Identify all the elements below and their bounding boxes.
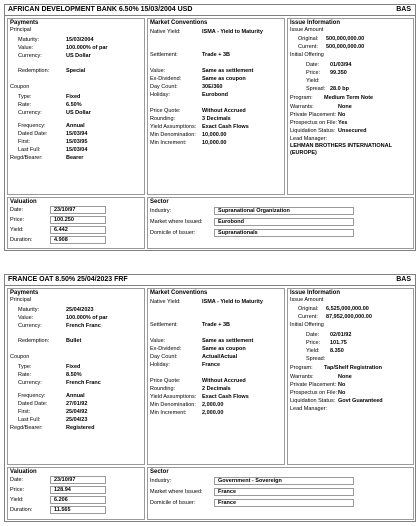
offering-price-label: Price:: [306, 340, 321, 346]
valuation-date-label: Date:: [10, 207, 24, 213]
min-increment-label: Min Increment:: [150, 140, 187, 146]
regd-bearer-value: Registered: [66, 425, 95, 431]
prospectus-label: Prospectus on File:: [290, 120, 338, 126]
private-placement-value: No: [338, 112, 346, 118]
min-denomination-label: Min Denomination:: [150, 132, 196, 138]
dated-date-label: Dated Date:: [18, 131, 48, 137]
rounding-value: 3 Decimals: [202, 116, 231, 122]
settlement-label: Settlement:: [150, 52, 178, 58]
original-label: Original:: [298, 306, 319, 312]
value-label: Value:: [18, 45, 34, 51]
maturity-value: 25/04/2023: [66, 307, 94, 313]
prospectus-value: Yes: [338, 120, 348, 126]
type-label: Type:: [18, 364, 32, 370]
warrants-label: Warrants:: [290, 374, 314, 380]
section-title: Valuation: [10, 469, 37, 475]
issue-amount-heading: Issue Amount: [290, 297, 324, 303]
valuation-yield-label: Yield:: [10, 227, 24, 233]
ex-dividend-value: Same as coupon: [202, 346, 246, 352]
program-label: Program:: [290, 95, 313, 101]
warrants-label: Warrants:: [290, 104, 314, 110]
last-full-value: 15/03/04: [66, 147, 88, 153]
section-title: Payments: [10, 290, 39, 296]
private-placement-label: Private Placement:: [290, 112, 337, 118]
holiday-label: Holiday:: [150, 92, 170, 98]
current-value: 87,952,000,000.00: [326, 314, 372, 320]
domicile-field[interactable]: Supranationals: [214, 229, 354, 237]
value-label: Value:: [18, 315, 34, 321]
section-title: Sector: [150, 469, 169, 475]
value-value: 100.000% of par: [66, 315, 108, 321]
valuation-price-field[interactable]: 128.94: [50, 486, 106, 494]
coupon-heading: Coupon: [10, 84, 30, 90]
day-count-label: Day Count:: [150, 84, 178, 90]
market-conventions-section: [147, 288, 285, 465]
min-denomination-label: Min Denomination:: [150, 402, 196, 408]
redemption-label: Redemption:: [18, 338, 50, 344]
redemption-value: Special: [66, 68, 86, 74]
valuation-yield-field[interactable]: 6.442: [50, 226, 106, 234]
native-yield-label: Native Yield:: [150, 299, 181, 305]
market-issued-field[interactable]: Eurobond: [214, 218, 354, 226]
sector-section: [147, 197, 414, 249]
day-count-value: Actual/Actual: [202, 354, 238, 360]
type-value: Fixed: [66, 364, 81, 370]
offering-price-value: 101.75: [330, 340, 347, 346]
original-value: 6,525,000,000.00: [326, 306, 369, 312]
last-full-label: Last Full:: [18, 147, 41, 153]
rate-value: 8.50%: [66, 372, 82, 378]
rate-label: Rate:: [18, 372, 32, 378]
min-denomination-value: 10,000.00: [202, 132, 227, 138]
currency-label: Currency:: [18, 53, 42, 59]
panel-title: FRANCE OAT 8.50% 25/04/2023 FRF: [8, 276, 128, 283]
yield-assumptions-label: Yield Assumptions:: [150, 394, 197, 400]
domicile-label: Domicile of Issuer:: [150, 500, 196, 506]
maturity-label: Maturity:: [18, 307, 40, 313]
sector-section: [147, 467, 414, 520]
panel-code: BAS: [396, 6, 411, 13]
valuation-section: [7, 467, 145, 520]
original-value: 500,000,000.00: [326, 36, 365, 42]
section-title: Sector: [150, 199, 169, 205]
prospectus-value: No: [338, 390, 346, 396]
current-label: Current:: [298, 44, 318, 50]
offering-date-value: 02/01/92: [330, 332, 352, 338]
valuation-date-label: Date:: [10, 477, 24, 483]
frequency-label: Frequency:: [18, 123, 46, 129]
rounding-label: Rounding:: [150, 386, 176, 392]
offering-yield-value: 8.350: [330, 348, 344, 354]
type-value: Fixed: [66, 94, 81, 100]
warrants-value: None: [338, 104, 352, 110]
holiday-value: Eurobond: [202, 92, 228, 98]
currency-label: Currency:: [18, 323, 42, 329]
offering-date-label: Date:: [306, 332, 320, 338]
initial-offering-heading: Initial Offering: [290, 322, 324, 328]
min-increment-label: Min Increment:: [150, 410, 187, 416]
settlement-label: Settlement:: [150, 322, 178, 328]
first-value: 25/04/92: [66, 409, 88, 415]
rounding-label: Rounding:: [150, 116, 176, 122]
principal-heading: Principal: [10, 297, 32, 303]
ex-dividend-label: Ex-Dividend:: [150, 76, 182, 82]
maturity-value: 15/03/2004: [66, 37, 94, 43]
rounding-value: 2 Decimals: [202, 386, 231, 392]
yield-assumptions-label: Yield Assumptions:: [150, 124, 197, 130]
coupon-currency-label: Currency:: [18, 380, 42, 386]
issue-information-section: [287, 288, 414, 465]
private-placement-value: No: [338, 382, 346, 388]
settlement-value: Trade + 3B: [202, 322, 230, 328]
regd-bearer-value: Bearer: [66, 155, 84, 161]
coupon-currency-value: French Franc: [66, 380, 101, 386]
value-date-label: Value:: [150, 68, 166, 74]
frequency-value: Annual: [66, 123, 85, 129]
redemption-value: Bullet: [66, 338, 82, 344]
private-placement-label: Private Placement:: [290, 382, 337, 388]
liquidation-status-label: Liquidation Status:: [290, 128, 336, 134]
valuation-price-label: Price:: [10, 487, 25, 493]
industry-field[interactable]: Supranational Organization: [214, 207, 354, 215]
section-title: Market Conventions: [150, 20, 208, 26]
valuation-duration-label: Duration:: [10, 237, 33, 243]
bond-panel-france-oat: [4, 274, 416, 522]
industry-label: Industry:: [150, 478, 172, 484]
domicile-label: Domicile of Issuer:: [150, 230, 196, 236]
program-label: Program:: [290, 365, 313, 371]
day-count-value: 30E/360: [202, 84, 223, 90]
valuation-price-label: Price:: [10, 217, 25, 223]
first-label: First:: [18, 409, 31, 415]
bond-panel-african-development-bank: [4, 4, 416, 251]
program-value: Tap/Shelf Registration: [324, 365, 382, 371]
native-yield-value: ISMA - Yield to Maturity: [202, 29, 263, 35]
regd-bearer-label: Regd/Bearer:: [10, 425, 43, 431]
valuation-duration-field[interactable]: 4.908: [50, 236, 106, 244]
liquidation-status-value: Govt Guaranteed: [338, 398, 383, 404]
last-full-label: Last Full:: [18, 417, 41, 423]
industry-field[interactable]: Government - Sovereign: [214, 477, 354, 485]
native-yield-label: Native Yield:: [150, 29, 181, 35]
value-date-value: Same as settlement: [202, 68, 254, 74]
spread-label: Spread:: [306, 356, 326, 362]
panel-title-bar: [5, 275, 415, 286]
valuation-yield-label: Yield:: [10, 497, 24, 503]
yield-assumptions-value: Exact Cash Flows: [202, 394, 249, 400]
lead-manager-label: Lead Manager:: [290, 136, 327, 142]
issue-information-section: [287, 18, 414, 195]
prospectus-label: Prospectus on File:: [290, 390, 338, 396]
offering-price-label: Price:: [306, 70, 321, 76]
valuation-date-field[interactable]: 23/10/97: [50, 206, 106, 214]
market-issued-label: Market where Issued:: [150, 219, 203, 225]
offering-price-value: 99.350: [330, 70, 347, 76]
coupon-heading: Coupon: [10, 354, 30, 360]
liquidation-status-label: Liquidation Status:: [290, 398, 336, 404]
lead-manager-label: Lead Manager:: [290, 406, 327, 412]
dated-date-value: 27/01/92: [66, 401, 88, 407]
native-yield-value: ISMA - Yield to Maturity: [202, 299, 263, 305]
program-value: Medium Term Note: [324, 95, 374, 101]
valuation-price-field[interactable]: 100.250: [50, 216, 106, 224]
day-count-label: Day Count:: [150, 354, 178, 360]
payments-section: [7, 288, 145, 465]
offering-date-value: 01/03/94: [330, 62, 352, 68]
section-title: Payments: [10, 20, 39, 26]
current-value: 500,000,000.00: [326, 44, 365, 50]
ex-dividend-label: Ex-Dividend:: [150, 346, 182, 352]
currency-value: French Franc: [66, 323, 101, 329]
spread-label: Spread:: [306, 86, 326, 92]
value-value: 100.000% of par: [66, 45, 108, 51]
issue-amount-heading: Issue Amount: [290, 27, 324, 33]
section-title: Issue Information: [290, 290, 341, 296]
price-quote-value: Without Accrued: [202, 378, 246, 384]
warrants-value: None: [338, 374, 352, 380]
market-issued-label: Market where Issued:: [150, 489, 203, 495]
dated-date-label: Dated Date:: [18, 401, 48, 407]
market-issued-field[interactable]: France: [214, 488, 354, 496]
valuation-duration-label: Duration:: [10, 507, 33, 513]
section-title: Valuation: [10, 199, 37, 205]
last-full-value: 25/04/23: [66, 417, 88, 423]
valuation-yield-field[interactable]: 6.206: [50, 496, 106, 504]
payments-section: [7, 18, 145, 195]
first-value: 15/03/95: [66, 139, 88, 145]
price-quote-label: Price Quote:: [150, 378, 181, 384]
panel-title: AFRICAN DEVELOPMENT BANK 6.50% 15/03/2004 USD: [8, 6, 193, 13]
lead-manager-value: LEHMAN BROTHERS INTERNATIONAL (EUROPE): [290, 143, 392, 156]
yield-assumptions-value: Exact Cash Flows: [202, 124, 249, 130]
value-date-label: Value:: [150, 338, 166, 344]
settlement-value: Trade + 3B: [202, 52, 230, 58]
maturity-label: Maturity:: [18, 37, 40, 43]
valuation-duration-field[interactable]: 11.565: [50, 506, 106, 514]
frequency-value: Annual: [66, 393, 85, 399]
section-title: Market Conventions: [150, 290, 208, 296]
regd-bearer-label: Regd/Bearer:: [10, 155, 43, 161]
valuation-section: [7, 197, 145, 249]
price-quote-value: Without Accrued: [202, 108, 246, 114]
domicile-field[interactable]: France: [214, 499, 354, 507]
offering-date-label: Date:: [306, 62, 320, 68]
frequency-label: Frequency:: [18, 393, 46, 399]
valuation-date-field[interactable]: 23/10/97: [50, 476, 106, 484]
value-date-value: Same as settlement: [202, 338, 254, 344]
panel-title-bar: [5, 5, 415, 16]
market-conventions-section: [147, 18, 285, 195]
spread-value: 28.0 bp: [330, 86, 349, 92]
section-title: Issue Information: [290, 20, 341, 26]
holiday-label: Holiday:: [150, 362, 170, 368]
offering-yield-label: Yield:: [306, 78, 320, 84]
holiday-value: France: [202, 362, 221, 368]
offering-yield-label: Yield:: [306, 348, 320, 354]
dated-date-value: 15/03/94: [66, 131, 88, 137]
coupon-currency-value: US Dollar: [66, 110, 91, 116]
original-label: Original:: [298, 36, 319, 42]
price-quote-label: Price Quote:: [150, 108, 181, 114]
min-increment-value: 2,000.00: [202, 410, 224, 416]
principal-heading: Principal: [10, 27, 32, 33]
current-label: Current:: [298, 314, 318, 320]
redemption-label: Redemption:: [18, 68, 50, 74]
initial-offering-heading: Initial Offering: [290, 52, 324, 58]
liquidation-status-value: Unsecured: [338, 128, 367, 134]
min-denomination-value: 2,000.00: [202, 402, 224, 408]
coupon-currency-label: Currency:: [18, 110, 42, 116]
rate-label: Rate:: [18, 102, 32, 108]
rate-value: 6.50%: [66, 102, 82, 108]
ex-dividend-value: Same as coupon: [202, 76, 246, 82]
first-label: First:: [18, 139, 31, 145]
currency-value: US Dollar: [66, 53, 91, 59]
type-label: Type:: [18, 94, 32, 100]
industry-label: Industry:: [150, 208, 172, 214]
min-increment-value: 10,000.00: [202, 140, 227, 146]
panel-code: BAS: [396, 276, 411, 283]
